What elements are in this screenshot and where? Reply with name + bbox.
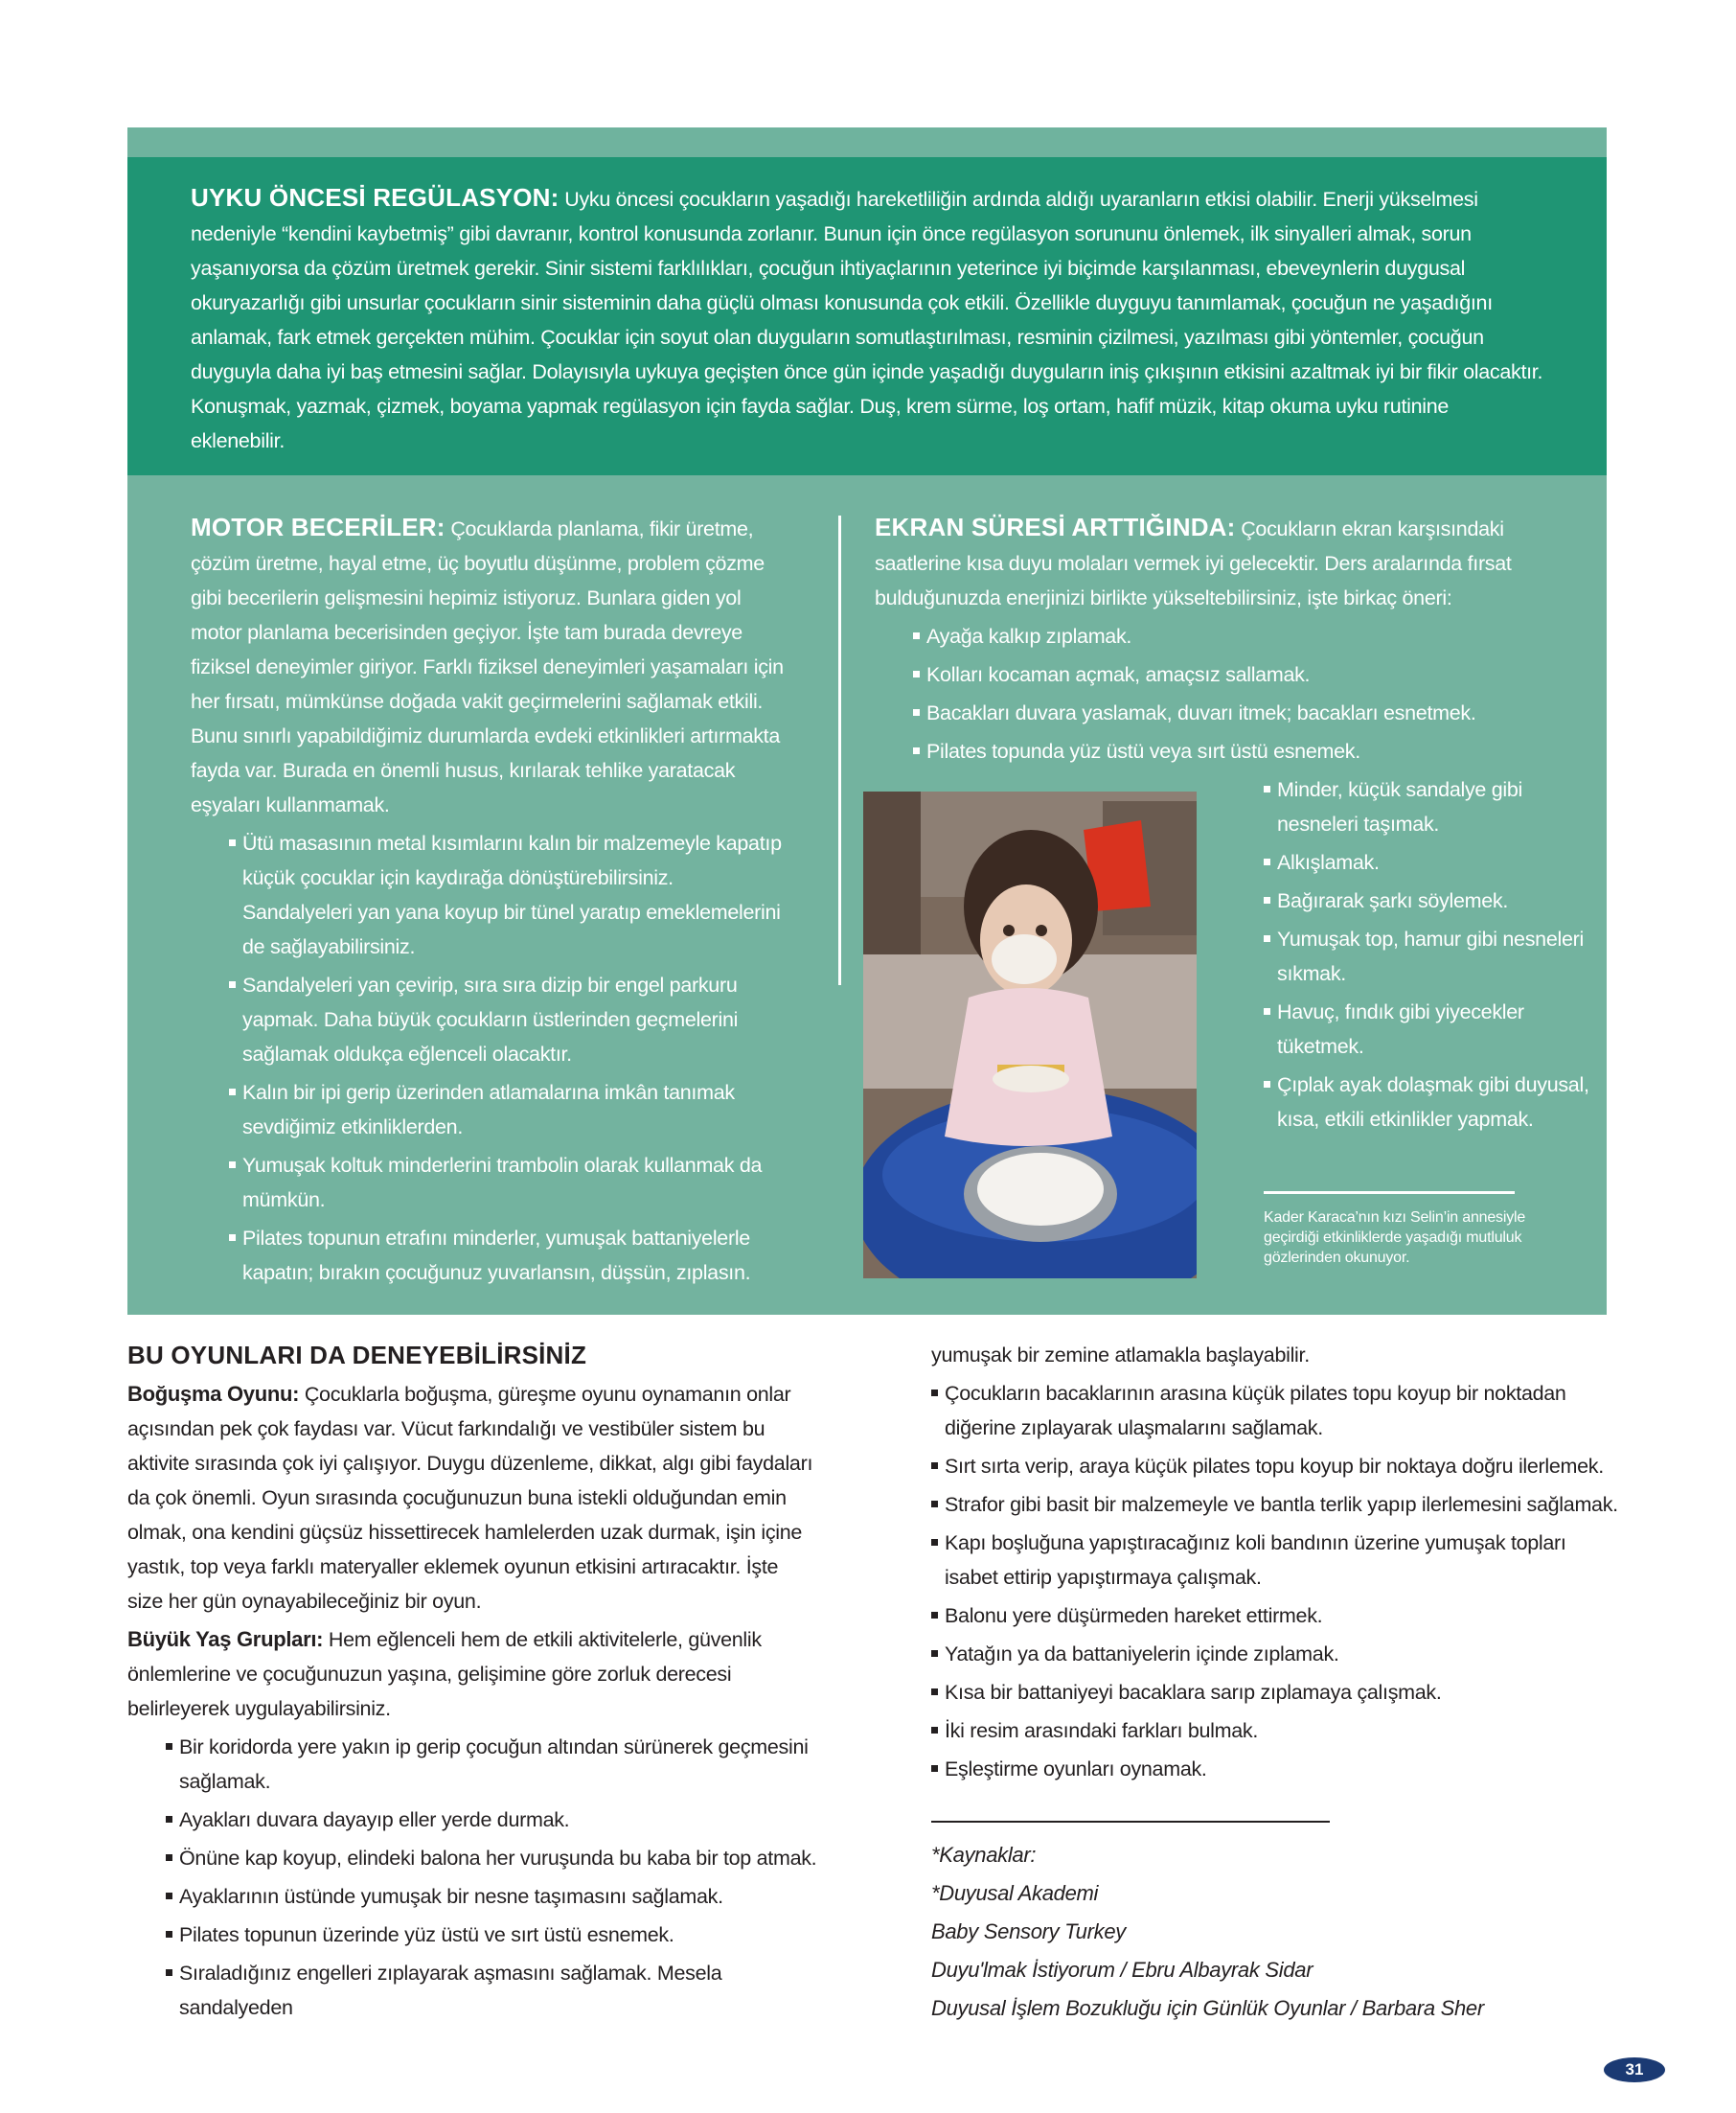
list-item: Bacakları duvara yaslamak, duvarı itmek; bacakları esnetmek. bbox=[913, 696, 1565, 730]
screen-time-column bbox=[875, 510, 1565, 769]
list-item: Balonu yere düşürmeden hareket ettirmek. bbox=[931, 1598, 1621, 1633]
list-item: Yumuşak koltuk minderlerini trambolin olarak kullanmak da mümkün. bbox=[229, 1148, 785, 1217]
sources-line: *Duyusal Akademi bbox=[931, 1881, 1099, 1905]
list-item: Ayağa kalkıp zıplamak. bbox=[913, 619, 1565, 654]
motor-skills-column bbox=[191, 510, 785, 1290]
games-column-left bbox=[127, 1339, 817, 2025]
wrestling-paragraph bbox=[127, 1377, 817, 1619]
list-item: Ayakları duvara dayayıp eller yerde durmak. bbox=[166, 1803, 817, 1837]
screen-time-list-continued bbox=[1264, 769, 1589, 1137]
list-item: Bağırarak şarkı söylemek. bbox=[1264, 884, 1589, 918]
wrestling-label: Boğuşma Oyunu: bbox=[127, 1382, 300, 1406]
games-list-continued bbox=[931, 1376, 1621, 1786]
activities-box bbox=[127, 475, 1607, 1315]
sources-rule bbox=[931, 1821, 1330, 1823]
sources-line: Duyusal İşlem Bozukluğu için Günlük Oyunlar / Barbara Sher bbox=[931, 1996, 1484, 2020]
screen-time-paragraph bbox=[875, 510, 1565, 615]
sleep-regulation-text: Uyku öncesi çocukların yaşadığı hareketliliğin ardında aldığı uyaranların etkisi olabilir. Enerji yükselmesi nedeniyle “kendini kaybetmiş” gibi davranır, kontrol konusunda zorlanır. Bunun için önce regülasyon sorununu önlemek, ilk sinyalleri almak, sorun yaşanıyorsa da çözüm üretmek gerekir. Sinir sistemi farklılıkları, çocuğun ihtiyaçlarının yeterince iyi biçimde karşılanması, ebeveynlerin duygusal okuryazarlığı gibi unsurlar çocukların sinir sisteminin daha güçlü olması konusunda çok etkili. Özellikle duyguyu tanımlamak, çocuğun ne yaşadığını anlamak, fark etmek gerçekten mühim. Çocuklar için soyut olan duyguların somutlaştırılması, resminin çizilmesi, yazılması gibi yöntemler, çocuğun duyguyla daha iyi baş etmesini sağlar. Dolayısıyla uykuya geçişten önce gün içinde yaşadığı duyguların iniş çıkışının etkisini azaltmak iyi bir fikir olacaktır. Konuşmak, yazmak, çizmek, boyama yapmak regülasyon için fayda sağlar. Duş, krem sürme, loş ortam, hafif müzik, kitap okuma uyku rutinine eklenebilir. bbox=[191, 188, 1543, 452]
sleep-regulation-box bbox=[127, 157, 1607, 475]
motor-skills-heading: MOTOR BECERİLER: bbox=[191, 513, 445, 541]
older-groups-label: Büyük Yaş Grupları: bbox=[127, 1627, 324, 1651]
sources-line: Baby Sensory Turkey bbox=[931, 1919, 1126, 1943]
older-groups-text: Hem eğlenceli hem de etkili aktivitelerle, güvenlik önlemlerine ve çocuğunuzun yaşına, gelişimine göre zorluk derecesi belirleyerek uygulayabilirsiniz. bbox=[127, 1628, 762, 1720]
list-item: Havuç, fındık gibi yiyecekler tüketmek. bbox=[1264, 995, 1589, 1064]
page-number: 31 bbox=[1604, 2057, 1665, 2082]
list-item: Pilates topunun üzerinde yüz üstü ve sırt üstü esnemek. bbox=[166, 1918, 817, 1952]
photo-caption: Kader Karaca’nın kızı Selin’in annesiyle geçirdiği etkinliklerde yaşadığı mutluluk gözlerinden okunuyor. bbox=[1264, 1209, 1526, 1266]
list-item: Strafor gibi basit bir malzemeyle ve bantla terlik yapıp ilerlemesini sağlamak. bbox=[931, 1487, 1621, 1522]
games-title: BU OYUNLARI DA DENEYEBİLİRSİNİZ bbox=[127, 1341, 587, 1369]
list-item: Çıplak ayak dolaşmak gibi duyusal, kısa, etkili etkinlikler yapmak. bbox=[1264, 1068, 1589, 1137]
list-item: Kısa bir battaniyeyi bacaklara sarıp zıplamaya çalışmak. bbox=[931, 1675, 1621, 1710]
wrestling-text: Çocuklarla boğuşma, güreşme oyunu oynamanın onlar açısından pek çok faydası var. Vücut farkındalığı ve vestibüler sistem bu aktivite sırasında çok iyi çalışıyor. Duygu düzenleme, dikkat, algı gibi faydaları da çok önemli. Oyun sırasında çocuğunuzun buna istekli olduğundan emin olmak, ona kendini güçsüz hissettirecek hamlelerden uzak durmak, işin içine yastık, top veya farklı materyaller eklemek oyunun etkisini artıracaktır. İşte size her gün oynayabileceğiniz bir oyun. bbox=[127, 1383, 813, 1613]
list-item: Çocukların bacaklarının arasına küçük pilates topu koyup bir noktadan diğerine zıplayarak ulaşmalarını sağlamak. bbox=[931, 1376, 1621, 1445]
sleep-regulation-heading: UYKU ÖNCESİ REGÜLASYON: bbox=[191, 183, 560, 212]
sleep-regulation-paragraph bbox=[191, 180, 1543, 458]
screen-time-text: Çocukların ekran karşısındaki saatlerine kısa duyu molaları vermek iyi gelecektir. Ders aralarında fırsat bulduğunuzda enerjinizi birlikte yükseltebilirsiniz, işte birkaç öneri: bbox=[875, 517, 1512, 609]
list-item: İki resim arasındaki farkları bulmak. bbox=[931, 1713, 1621, 1748]
older-groups-list bbox=[166, 1730, 817, 2025]
older-groups-paragraph bbox=[127, 1622, 817, 1726]
column-divider bbox=[838, 516, 841, 985]
caption-rule bbox=[1264, 1191, 1515, 1194]
screen-time-list bbox=[913, 619, 1565, 769]
motor-skills-list bbox=[229, 826, 785, 1290]
child-photo-illustration bbox=[863, 792, 1197, 1278]
motor-skills-paragraph bbox=[191, 510, 785, 822]
list-item: Minder, küçük sandalye gibi nesneleri taşımak. bbox=[1264, 772, 1589, 841]
list-item: Önüne kap koyup, elindeki balona her vuruşunda bu kaba bir top atmak. bbox=[166, 1841, 817, 1875]
games-continuation: yumuşak bir zemine atlamakla başlayabilir. bbox=[931, 1344, 1310, 1367]
list-item: Yumuşak top, hamur gibi nesneleri sıkmak. bbox=[1264, 922, 1589, 991]
list-item: Sırt sırta verip, araya küçük pilates topu koyup bir noktaya doğru ilerlemek. bbox=[931, 1449, 1621, 1483]
list-item: Kapı boşluğuna yapıştıracağınız koli bandının üzerine yumuşak topları isabet ettirip yapıştırmaya çalışmak. bbox=[931, 1526, 1621, 1595]
list-item: Sıraladığınız engelleri zıplayarak aşmasını sağlamak. Mesela sandalyeden bbox=[166, 1956, 817, 2025]
sources bbox=[931, 1836, 1621, 2028]
motor-skills-text: Çocuklarda planlama, fikir üretme, çözüm üretme, hayal etme, üç boyutlu düşünme, problem çözme gibi becerilerin gelişmesini hepimiz istiyoruz. Bunlara giden yol motor planlama becerisinden geçiyor. İşte tam burada devreye fiziksel deneyimler giriyor. Farklı fiziksel deneyimleri yaşamaları için her fırsatı, mümkünse doğada vakit geçirmelerini sağlamak etkili. Bunu sınırlı yapabildiğimiz durumlarda evdeki etkinlikleri artırmakta fayda var. Burada en önemli husus, kırılarak tehlike yaratacak eşyaları kullanmamak. bbox=[191, 517, 784, 816]
list-item: Ütü masasının metal kısımlarını kalın bir malzemeyle kapatıp küçük çocuklar için kaydırağa dönüştürebilirsiniz. Sandalyeleri yan yana koyup bir tünel yaratıp emeklemelerini de sağlayabilirsiniz. bbox=[229, 826, 785, 964]
list-item: Pilates topunun etrafını minderler, yumuşak battaniyelerle kapatın; bırakın çocuğunuz yuvarlansın, düşsün, zıplasın. bbox=[229, 1221, 785, 1290]
list-item: Kolları kocaman açmak, amaçsız sallamak. bbox=[913, 657, 1565, 692]
list-item: Yatağın ya da battaniyelerin içinde zıplamak. bbox=[931, 1637, 1621, 1671]
list-item: Bir koridorda yere yakın ip gerip çocuğun altından sürünerek geçmesini sağlamak. bbox=[166, 1730, 817, 1799]
list-item: Alkışlamak. bbox=[1264, 845, 1589, 880]
child-photo bbox=[863, 792, 1197, 1278]
list-item: Eşleştirme oyunları oynamak. bbox=[931, 1752, 1621, 1786]
list-item: Ayaklarının üstünde yumuşak bir nesne taşımasını sağlamak. bbox=[166, 1879, 817, 1914]
top-band bbox=[127, 127, 1607, 157]
list-item: Pilates topunda yüz üstü veya sırt üstü esnemek. bbox=[913, 734, 1565, 769]
screen-time-heading: EKRAN SÜRESİ ARTTIĞINDA: bbox=[875, 513, 1236, 541]
games-column-right bbox=[931, 1338, 1621, 2028]
list-item: Kalın bir ipi gerip üzerinden atlamalarına imkân tanımak sevdiğimiz etkinliklerden. bbox=[229, 1075, 785, 1144]
list-item: Sandalyeleri yan çevirip, sıra sıra dizip bir engel parkuru yapmak. Daha büyük çocukların üstlerinden geçmelerini sağlamak oldukça eğlenceli olacaktır. bbox=[229, 968, 785, 1071]
sources-line: *Kaynaklar: bbox=[931, 1843, 1037, 1867]
sources-line: Duyu'lmak İstiyorum / Ebru Albayrak Sidar bbox=[931, 1958, 1313, 1982]
